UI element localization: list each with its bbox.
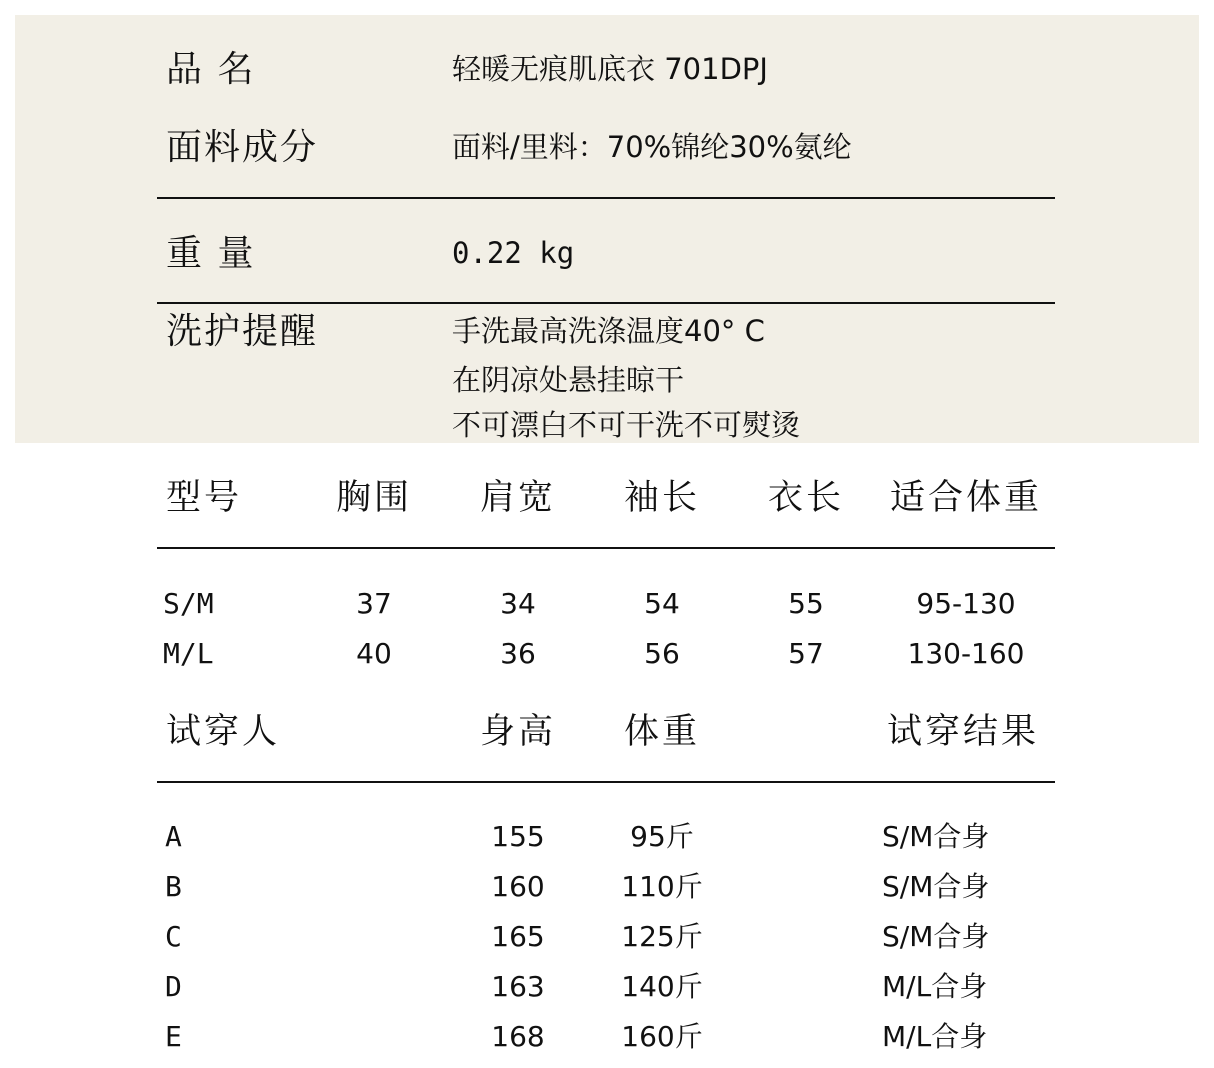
fit-cell: A xyxy=(165,820,182,853)
fit-cell: 140斤 xyxy=(621,970,703,1003)
size-header: 型号 xyxy=(166,478,243,518)
size-cell: 37 xyxy=(356,587,392,620)
fit-header: 体重 xyxy=(623,712,701,752)
size-cell: S/M xyxy=(163,587,214,620)
fit-cell: 160斤 xyxy=(621,1020,703,1053)
weight-value: 0.22 kg xyxy=(452,236,575,270)
fit-cell: 160 xyxy=(491,870,545,903)
fabric-value: 面料/里料：70%锦纶30%氨纶 xyxy=(452,130,852,164)
size-header: 肩宽 xyxy=(479,478,557,518)
size-cell: 56 xyxy=(644,637,680,670)
fit-cell: 168 xyxy=(491,1020,545,1053)
fit-cell: M/L合身 xyxy=(882,970,988,1003)
size-header: 衣长 xyxy=(767,478,845,518)
size-cell: 54 xyxy=(644,587,680,620)
fabric-label: 面料成分 xyxy=(166,127,319,168)
size-header: 胸围 xyxy=(335,478,413,518)
size-cell: 36 xyxy=(500,637,536,670)
care-line: 在阴凉处悬挂晾干 xyxy=(452,363,685,397)
weight-label: 重 量 xyxy=(166,233,256,274)
care-line: 手洗最高洗涤温度40° C xyxy=(452,314,765,348)
size-cell: 57 xyxy=(788,637,824,670)
fit-cell: 125斤 xyxy=(621,920,703,953)
size-cell: 34 xyxy=(500,587,536,620)
fit-header: 试穿结果 xyxy=(886,712,1040,752)
fit-header: 身高 xyxy=(479,712,557,752)
fit-cell: E xyxy=(165,1020,182,1053)
name-label: 品 名 xyxy=(166,49,256,90)
name-value: 轻暖无痕肌底衣 701DPJ xyxy=(452,52,768,86)
fit-cell: S/M合身 xyxy=(882,920,990,953)
fit-cell: C xyxy=(165,920,182,953)
size-cell: 40 xyxy=(356,637,392,670)
size-cell: 95-130 xyxy=(916,587,1016,620)
care-line: 不可漂白不可干洗不可熨烫 xyxy=(452,408,801,442)
fit-cell: 155 xyxy=(491,820,545,853)
fit-cell: 110斤 xyxy=(621,870,703,903)
size-cell: 130-160 xyxy=(907,637,1025,670)
size-header: 适合体重 xyxy=(889,478,1043,518)
divider-1 xyxy=(157,197,1055,199)
size-header: 袖长 xyxy=(623,478,701,518)
fit-header: 试穿人 xyxy=(166,712,281,752)
fit-cell: 95斤 xyxy=(630,820,694,853)
fit-cell: 163 xyxy=(491,970,545,1003)
fit-cell: 165 xyxy=(491,920,545,953)
size-cell: 55 xyxy=(788,587,824,620)
divider-2 xyxy=(157,302,1055,304)
fit-cell: S/M合身 xyxy=(882,870,990,903)
fit-cell: S/M合身 xyxy=(882,820,990,853)
fit-cell: D xyxy=(165,970,182,1003)
fit-cell: M/L合身 xyxy=(882,1020,988,1053)
size-cell: M/L xyxy=(163,637,214,670)
fit-cell: B xyxy=(165,870,182,903)
fit-table-divider xyxy=(157,781,1055,783)
care-label: 洗护提醒 xyxy=(166,311,319,352)
size-table-divider xyxy=(157,547,1055,549)
